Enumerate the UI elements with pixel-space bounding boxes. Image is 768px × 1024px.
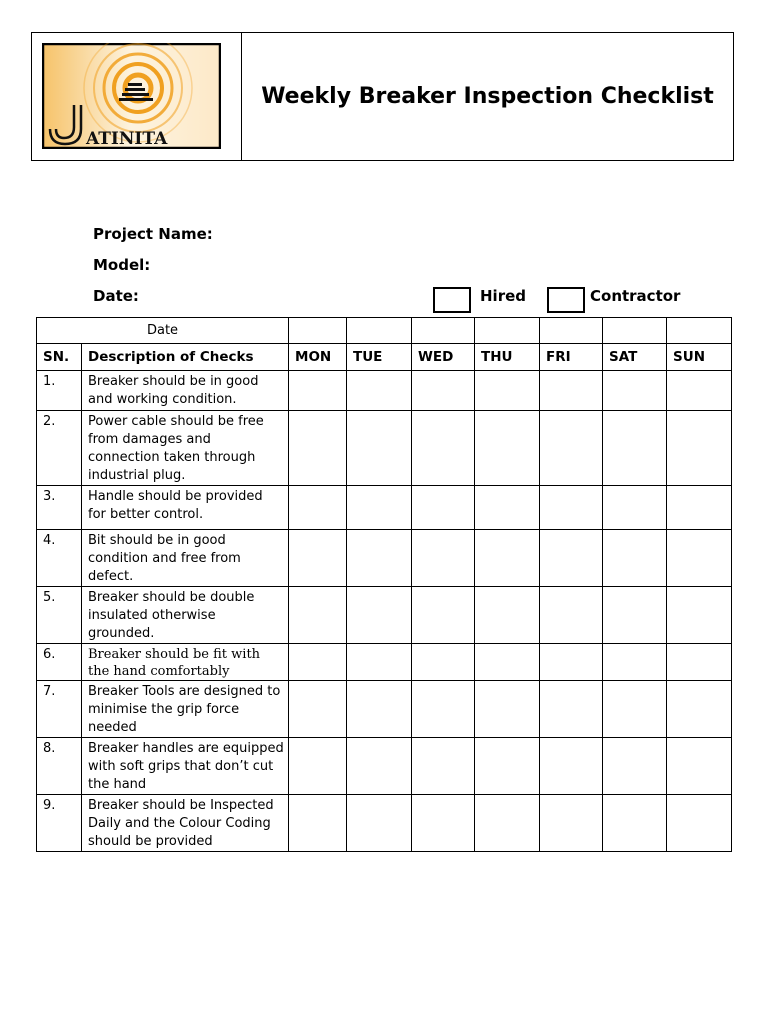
check-cell-wed[interactable] — [412, 486, 475, 530]
check-cell-sat[interactable] — [603, 738, 667, 795]
check-cell-sun[interactable] — [667, 795, 732, 852]
check-cell-thu[interactable] — [475, 587, 540, 644]
date-cell-sun[interactable] — [667, 318, 732, 344]
check-cell-tue[interactable] — [347, 644, 412, 681]
check-cell-mon[interactable] — [289, 681, 347, 738]
check-cell-sun[interactable] — [667, 371, 732, 411]
check-description: Breaker handles are equipped with soft grips that don’t cut the hand — [82, 738, 289, 795]
check-cell-mon[interactable] — [289, 644, 347, 681]
check-cell-mon[interactable] — [289, 587, 347, 644]
check-cell-mon[interactable] — [289, 795, 347, 852]
check-cell-sun[interactable] — [667, 411, 732, 486]
check-cell-sat[interactable] — [603, 530, 667, 587]
check-cell-tue[interactable] — [347, 371, 412, 411]
check-cell-mon[interactable] — [289, 371, 347, 411]
check-cell-thu[interactable] — [475, 738, 540, 795]
date-cell-tue[interactable] — [347, 318, 412, 344]
check-cell-thu[interactable] — [475, 795, 540, 852]
check-cell-fri[interactable] — [540, 587, 603, 644]
check-cell-mon[interactable] — [289, 486, 347, 530]
check-cell-mon[interactable] — [289, 530, 347, 587]
column-header-row — [37, 344, 732, 371]
inspection-table — [36, 317, 732, 852]
check-cell-fri[interactable] — [540, 411, 603, 486]
col-header-sat: SAT — [603, 344, 667, 371]
check-cell-thu[interactable] — [475, 411, 540, 486]
date-cell-thu[interactable] — [475, 318, 540, 344]
check-cell-tue[interactable] — [347, 530, 412, 587]
check-cell-sun[interactable] — [667, 530, 732, 587]
check-description: Breaker should be fit with the hand comfortably — [82, 644, 289, 681]
table-row — [37, 681, 732, 738]
hired-checkbox[interactable] — [433, 287, 471, 313]
check-cell-wed[interactable] — [412, 530, 475, 587]
check-cell-sat[interactable] — [603, 644, 667, 681]
check-cell-wed[interactable] — [412, 795, 475, 852]
check-cell-sun[interactable] — [667, 681, 732, 738]
date-cell-fri[interactable] — [540, 318, 603, 344]
check-description: Handle should be provided for better control. — [82, 486, 289, 530]
col-header-description: Description of Checks — [82, 344, 289, 371]
check-cell-fri[interactable] — [540, 371, 603, 411]
check-cell-sat[interactable] — [603, 411, 667, 486]
check-cell-tue[interactable] — [347, 411, 412, 486]
check-cell-sun[interactable] — [667, 644, 732, 681]
check-cell-sat[interactable] — [603, 587, 667, 644]
table-row — [37, 486, 732, 530]
row-number: 1. — [37, 371, 82, 411]
check-cell-wed[interactable] — [412, 371, 475, 411]
row-number: 7. — [37, 681, 82, 738]
date-header-cell: Date — [37, 318, 289, 344]
row-number: 9. — [37, 795, 82, 852]
project-name-label: Project Name: — [93, 225, 213, 243]
check-cell-sat[interactable] — [603, 795, 667, 852]
check-cell-thu[interactable] — [475, 530, 540, 587]
check-cell-fri[interactable] — [540, 738, 603, 795]
check-cell-wed[interactable] — [412, 738, 475, 795]
check-cell-fri[interactable] — [540, 486, 603, 530]
check-cell-fri[interactable] — [540, 681, 603, 738]
check-cell-thu[interactable] — [475, 486, 540, 530]
check-description: Breaker should be double insulated otherwise grounded. — [82, 587, 289, 644]
col-header-mon: MON — [289, 344, 347, 371]
check-cell-thu[interactable] — [475, 681, 540, 738]
check-cell-tue[interactable] — [347, 486, 412, 530]
check-cell-sun[interactable] — [667, 486, 732, 530]
company-logo — [42, 43, 221, 149]
check-cell-fri[interactable] — [540, 644, 603, 681]
check-description: Breaker should be in good and working condition. — [82, 371, 289, 411]
row-number: 8. — [37, 738, 82, 795]
check-description: Power cable should be free from damages and connection taken through industrial plug. — [82, 411, 289, 486]
row-number: 6. — [37, 644, 82, 681]
col-header-fri: FRI — [540, 344, 603, 371]
contractor-label: Contractor — [590, 287, 681, 305]
col-header-thu: THU — [475, 344, 540, 371]
check-cell-wed[interactable] — [412, 411, 475, 486]
check-cell-sat[interactable] — [603, 486, 667, 530]
check-cell-fri[interactable] — [540, 795, 603, 852]
model-label: Model: — [93, 256, 151, 274]
table-row — [37, 371, 732, 411]
row-number: 2. — [37, 411, 82, 486]
check-description: Breaker Tools are designed to minimise the grip force needed — [82, 681, 289, 738]
table-row — [37, 530, 732, 587]
check-description: Breaker should be Inspected Daily and the Colour Coding should be provided — [82, 795, 289, 852]
check-cell-tue[interactable] — [347, 795, 412, 852]
check-cell-thu[interactable] — [475, 371, 540, 411]
contractor-checkbox[interactable] — [547, 287, 585, 313]
row-number: 3. — [37, 486, 82, 530]
row-number: 4. — [37, 530, 82, 587]
check-cell-fri[interactable] — [540, 530, 603, 587]
col-header-sun: SUN — [667, 344, 732, 371]
check-cell-wed[interactable] — [412, 644, 475, 681]
document-header — [31, 32, 734, 161]
check-cell-wed[interactable] — [412, 681, 475, 738]
hired-label: Hired — [480, 287, 527, 305]
check-cell-tue[interactable] — [347, 738, 412, 795]
check-cell-wed[interactable] — [412, 587, 475, 644]
date-cell-wed[interactable] — [412, 318, 475, 344]
check-cell-tue[interactable] — [347, 681, 412, 738]
check-cell-sat[interactable] — [603, 371, 667, 411]
date-cell-mon[interactable] — [289, 318, 347, 344]
check-cell-sat[interactable] — [603, 681, 667, 738]
row-number: 5. — [37, 587, 82, 644]
table-row — [37, 587, 732, 644]
col-header-wed: WED — [412, 344, 475, 371]
check-cell-sun[interactable] — [667, 738, 732, 795]
svg-text:ATINITA: ATINITA — [86, 129, 168, 149]
check-cell-sun[interactable] — [667, 587, 732, 644]
table-row — [37, 738, 732, 795]
date-cell-sat[interactable] — [603, 318, 667, 344]
check-cell-tue[interactable] — [347, 587, 412, 644]
col-header-sn: SN. — [37, 344, 82, 371]
check-description: Bit should be in good condition and free from defect. — [82, 530, 289, 587]
date-header-row — [37, 318, 732, 344]
check-cell-thu[interactable] — [475, 644, 540, 681]
check-cell-mon[interactable] — [289, 738, 347, 795]
check-cell-mon[interactable] — [289, 411, 347, 486]
col-header-tue: TUE — [347, 344, 412, 371]
document-title: Weekly Breaker Inspection Checklist — [261, 84, 714, 109]
table-row — [37, 644, 732, 681]
date-label: Date: — [93, 287, 139, 305]
table-row — [37, 795, 732, 852]
table-row — [37, 411, 732, 486]
